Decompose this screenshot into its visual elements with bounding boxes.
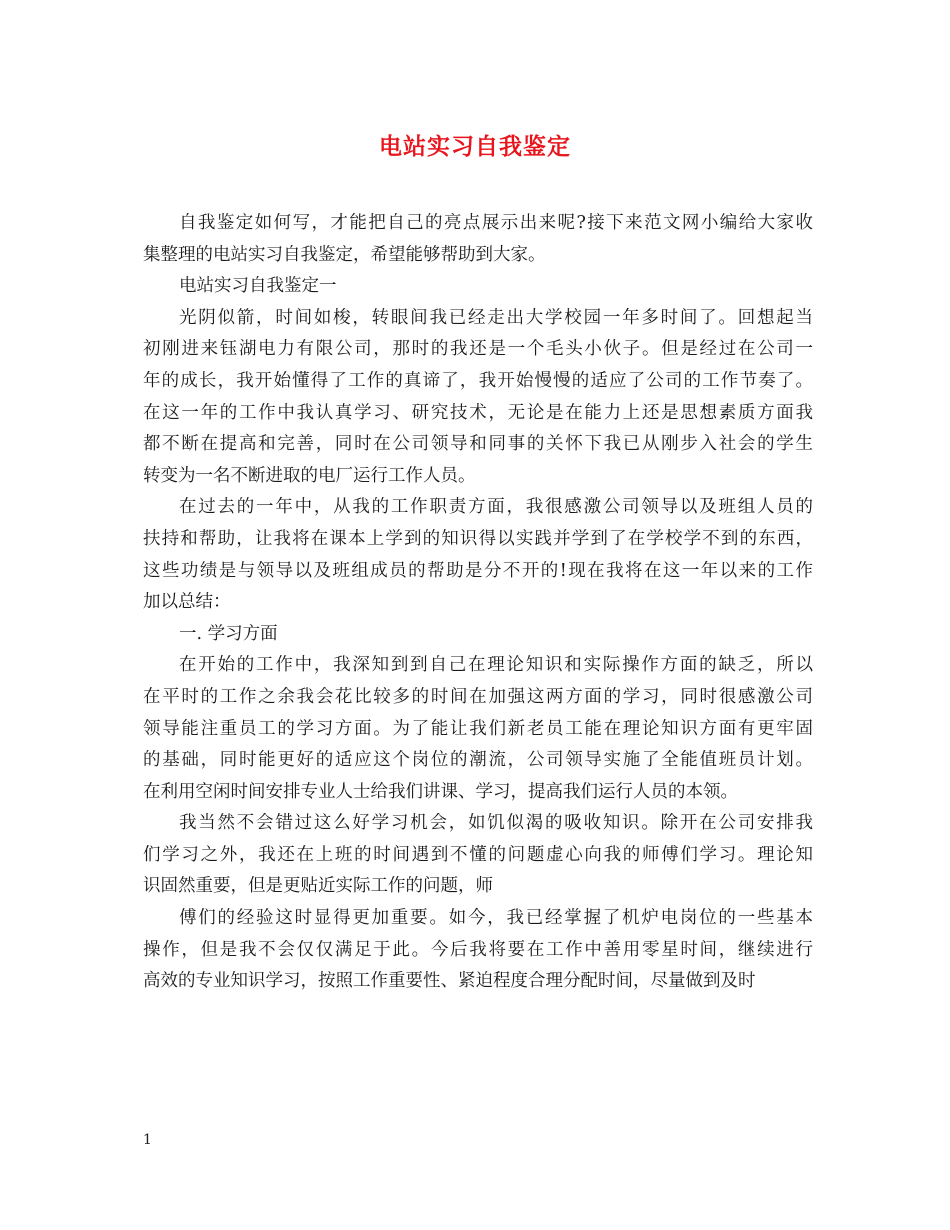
text-line: 傅们的经验这时显得更加重要。如今，我已经掌握了机炉电岗位的一些基本 bbox=[179, 908, 813, 929]
text-line: 在平时的工作之余我会花比较多的时间在加强这两方面的学习，同时很感激公司 bbox=[143, 686, 813, 707]
text-line: 领导能注重员工的学习方面。为了能让我们新老员工能在理论知识方面有更牢固 bbox=[143, 718, 813, 739]
document-title: 电站实习自我鉴定 bbox=[379, 133, 571, 160]
text-line: 扶持和帮助，让我将在课本上学到的知识得以实践并学到了在学校学不到的东西， bbox=[143, 528, 813, 549]
text-line: 转变为一名不断进取的电厂运行工作人员。 bbox=[143, 465, 476, 486]
paragraph bbox=[143, 492, 813, 618]
text-line: 加以总结： bbox=[143, 592, 231, 613]
paragraph bbox=[143, 208, 813, 271]
text-line: 在这一年的工作中我认真学习、研究技术，无论是在能力上还是思想素质方面我 bbox=[143, 402, 813, 423]
document-body bbox=[143, 208, 813, 998]
text-line: 这些功绩是与领导以及班组成员的帮助是分不开的!现在我将在这一年以来的工作 bbox=[143, 560, 813, 581]
text-line: 电站实习自我鉴定一 bbox=[179, 276, 337, 297]
paragraph bbox=[143, 271, 813, 303]
text-line: 高效的专业知识学习，按照工作重要性、紧迫程度合理分配时间，尽量做到及时 bbox=[143, 971, 756, 992]
text-line: 初刚进来钰湖电力有限公司，那时的我还是一个毛头小伙子。但是经过在公司一 bbox=[143, 339, 813, 360]
text-line: 操作，但是我不会仅仅满足于此。今后我将要在工作中善用零星时间，继续进行 bbox=[143, 939, 813, 960]
text-line: 一. 学习方面 bbox=[179, 623, 278, 644]
paragraph bbox=[143, 619, 813, 651]
text-line: 我当然不会错过这么好学习机会，如饥似渴的吸收知识。除开在公司安排我 bbox=[179, 813, 813, 834]
text-line: 在开始的工作中，我深知到到自己在理论知识和实际操作方面的缺乏，所以 bbox=[179, 655, 813, 676]
paragraph bbox=[143, 808, 813, 903]
text-line: 的基础，同时能更好的适应这个岗位的潮流，公司领导实施了全能值班员计划。 bbox=[143, 750, 813, 771]
text-line: 集整理的电站实习自我鉴定，希望能够帮助到大家。 bbox=[143, 244, 546, 265]
text-line: 在过去的一年中，从我的工作职责方面，我很感激公司领导以及班组人员的 bbox=[179, 497, 813, 518]
paragraph bbox=[143, 650, 813, 808]
page-number: 1 bbox=[143, 1132, 152, 1148]
text-line: 光阴似箭，时间如梭，转眼间我已经走出大学校园一年多时间了。回想起当 bbox=[179, 307, 813, 328]
text-line: 在利用空闲时间安排专业人士给我们讲课、学习，提高我们运行人员的本领。 bbox=[143, 781, 738, 802]
text-line: 自我鉴定如何写，才能把自己的亮点展示出来呢?接下来范文网小编给大家收 bbox=[179, 213, 813, 233]
paragraph bbox=[143, 903, 813, 998]
text-line: 们学习之外，我还在上班的时间遇到不懂的问题虚心向我的师傅们学习。理论知 bbox=[143, 844, 813, 865]
paragraph bbox=[143, 303, 813, 493]
text-line: 都不断在提高和完善，同时在公司领导和同事的关怀下我已从刚步入社会的学生 bbox=[143, 434, 813, 455]
text-line: 年的成长，我开始懂得了工作的真谛了，我开始慢慢的适应了公司的工作节奏了。 bbox=[143, 370, 813, 391]
text-line: 识固然重要，但是更贴近实际工作的问题，师 bbox=[143, 876, 493, 897]
